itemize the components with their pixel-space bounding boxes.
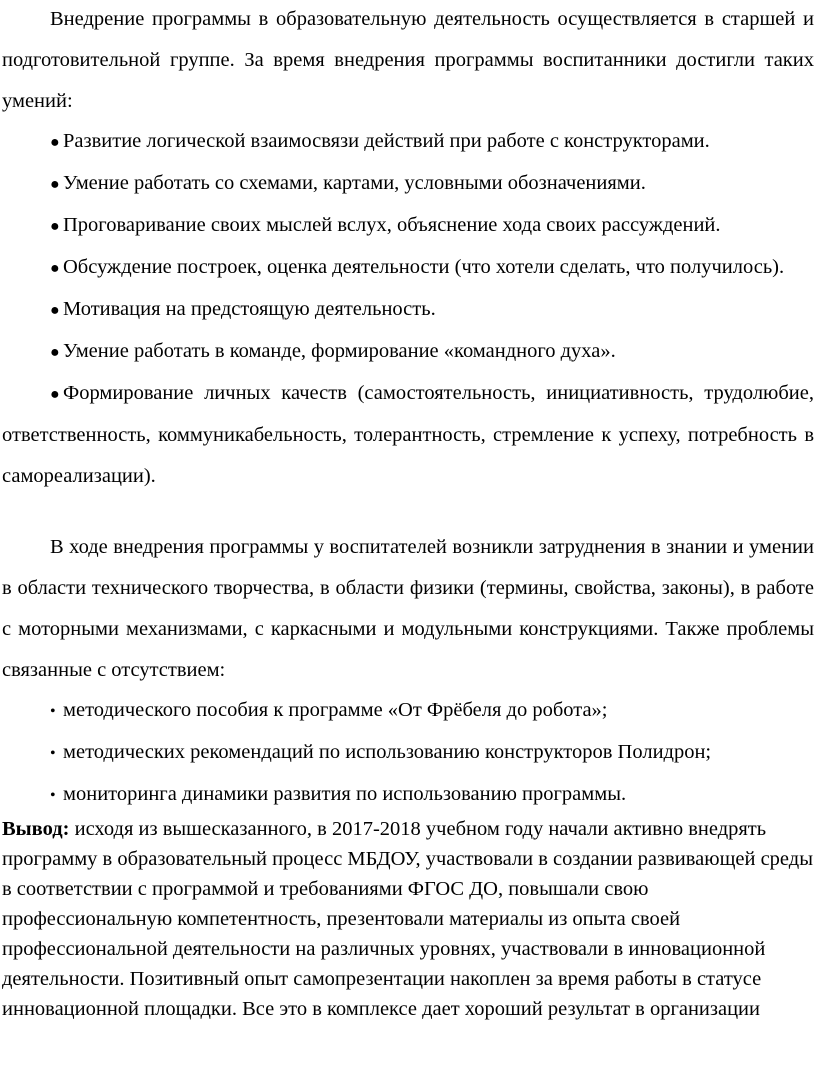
list-item: ● Формирование личных качеств (самостоятельность, инициативность, трудолюбие, ответственность, коммуникабельность, толерантность, стремление к успеху, потребность в самореализации). (2, 373, 814, 497)
conclusion-label: Вывод: (2, 818, 70, 840)
bullet-icon: ● (50, 302, 60, 319)
list-item: ● Умение работать со схемами, картами, условными обозначениями. (2, 163, 814, 205)
list-item: ● Проговаривание своих мыслей вслух, объяснение хода своих рассуждений. (2, 205, 814, 247)
list-item: • методических рекомендаций по использованию конструкторов Полидрон; (2, 732, 814, 774)
bullet-icon: ● (50, 260, 60, 277)
conclusion-text: исходя из вышесказанного, в 2017-2018 учебном году начали активно внедрять программу в образовательный процесс МБДОУ, участвовали в создании развивающей среды в соответствии с программой и требованиями ФГОС ДО, повышали свою профессиональную компетентность, презентовали материалы из опыта своей профессиональной деятельности на различных уровнях, участвовали в инновационной деятельности. Позитивный опыт самопрезентации накоплен за время работы в статусе инновационной площадки. Все это в комплексе дает хороший результат в организации (2, 818, 813, 1020)
problems-list (2, 690, 814, 816)
conclusion-paragraph (2, 814, 814, 1024)
skills-list (2, 121, 814, 497)
bullet-icon: ● (50, 218, 60, 235)
list-item: ● Умение работать в команде, формирование «командного духа». (2, 331, 814, 373)
bullet-icon: • (50, 787, 56, 804)
bullet-icon: • (50, 703, 56, 720)
difficulties-paragraph: В ходе внедрения программы у воспитателей возникли затруднения в знании и умении в области технического творчества, в области физики (термины, свойства, законы), в работе с моторными механизмами, с каркасными и модульными конструкциями. Также проблемы связанные с отсутствием: (2, 536, 814, 681)
list-item: ● Развитие логической взаимосвязи действий при работе с конструкторами. (2, 121, 814, 163)
bullet-icon: ● (50, 344, 60, 361)
list-item: • методического пособия к программе «От Фрёбеля до робота»; (2, 690, 814, 732)
bullet-icon: ● (50, 386, 60, 403)
bullet-icon: • (50, 745, 56, 762)
bullet-icon: ● (50, 176, 60, 193)
intro-paragraph: Внедрение программы в образовательную деятельность осуществляется в старшей и подготовительной группе. За время внедрения программы воспитанники достигли таких умений: (2, 8, 814, 112)
bullet-icon: ● (50, 134, 60, 151)
list-item: • мониторинга динамики развития по использованию программы. (2, 774, 814, 816)
list-item: ● Обсуждение построек, оценка деятельности (что хотели сделать, что получилось). (2, 247, 814, 289)
list-item: ● Мотивация на предстоящую деятельность. (2, 289, 814, 331)
